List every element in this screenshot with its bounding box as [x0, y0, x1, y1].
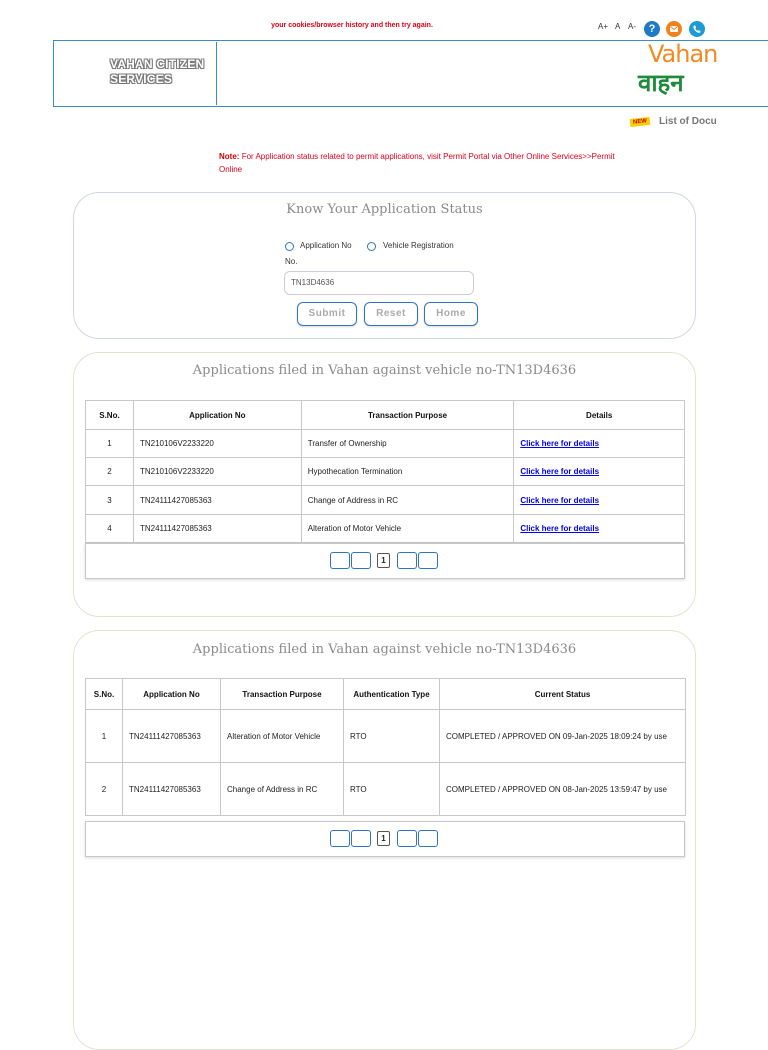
vahan-logo: Vahan [648, 40, 718, 68]
cell-application-no: TN210106V2233220 [133, 458, 301, 486]
first-page-button[interactable] [330, 552, 350, 569]
vehicle-number-input[interactable]: TN13D4636 [284, 271, 474, 295]
header-divider [216, 42, 217, 105]
cell-sno: 2 [86, 763, 123, 816]
col-authentication-type: Authentication Type [344, 679, 440, 710]
table-row [86, 763, 686, 816]
col-transaction-purpose: Transaction Purpose [221, 679, 344, 710]
table-row [86, 710, 686, 763]
cell-sno: 1 [86, 430, 134, 458]
applications-table-1 [85, 400, 685, 543]
cell-sno: 1 [86, 710, 123, 763]
details-link[interactable]: Click here for details [520, 467, 600, 476]
cell-purpose: Transfer of Ownership [301, 430, 514, 458]
col-transaction-purpose: Transaction Purpose [301, 401, 514, 430]
last-page-button[interactable] [418, 552, 438, 569]
applications-title-1: Applications filed in Vahan against vehicle no-TN13D4636 [192, 363, 577, 378]
table-row [86, 486, 685, 515]
col-sno: S.No. [86, 679, 123, 710]
table-row [86, 458, 685, 486]
cell-current-status: COMPLETED / APPROVED ON 09-Jan-2025 18:09:24 by use [440, 710, 686, 763]
next-page-button[interactable] [397, 830, 417, 847]
col-application-no: Application No [123, 679, 221, 710]
font-increase-button[interactable]: A+ [598, 22, 609, 31]
cell-application-no: TN210106V2233220 [133, 430, 301, 458]
cell-application-no: TN24111427085363 [123, 710, 221, 763]
site-title: VAHAN CITIZEN SERVICES [110, 57, 205, 86]
help-icon[interactable]: ? [644, 21, 660, 37]
prev-page-button[interactable] [351, 552, 371, 569]
details-link[interactable]: Click here for details [520, 495, 600, 505]
permit-note: Note: For Application status related to permit applications, visit Permit Portal via Other Online Services>>Permit Online [219, 152, 615, 174]
vehicle-registration-label: Vehicle Registration [383, 241, 454, 250]
list-of-documents-link[interactable]: List of Docu [659, 116, 717, 127]
home-button[interactable]: Home [424, 302, 478, 326]
reset-button[interactable]: Reset [364, 302, 418, 326]
next-page-button[interactable] [397, 552, 417, 569]
cell-purpose: Change of Address in RC [221, 763, 344, 816]
cell-current-status: COMPLETED / APPROVED ON 08-Jan-2025 13:59:47 by use [440, 763, 686, 816]
first-page-button[interactable] [330, 830, 350, 847]
col-current-status: Current Status [440, 679, 686, 710]
last-page-button[interactable] [418, 830, 438, 847]
application-no-radio[interactable] [285, 242, 294, 251]
page-number[interactable]: 1 [377, 831, 390, 846]
cell-purpose: Hypothecation Termination [301, 458, 514, 486]
cell-auth-type: RTO [344, 763, 440, 816]
font-normal-button[interactable]: A [615, 22, 621, 31]
browser-message: your cookies/browser history and then try again. [271, 22, 433, 29]
cell-auth-type: RTO [344, 710, 440, 763]
table-row [86, 430, 685, 458]
phone-icon[interactable] [689, 21, 705, 37]
applications-table-2 [85, 678, 686, 816]
details-link[interactable]: Click here for details [520, 524, 600, 533]
table-row [86, 515, 685, 543]
cell-sno: 4 [86, 515, 134, 543]
col-application-no: Application No [133, 401, 301, 430]
submit-button[interactable]: Submit [297, 302, 357, 326]
cell-purpose: Change of Address in RC [301, 486, 514, 515]
col-details: Details [514, 401, 685, 430]
vahan-logo-hindi: वाहन [638, 68, 684, 97]
new-badge: NEW [630, 117, 651, 127]
details-link[interactable]: Click here for details [520, 439, 600, 448]
mail-icon[interactable] [666, 21, 682, 37]
cell-sno: 2 [86, 458, 134, 486]
application-no-label: Application No [300, 241, 352, 250]
applications-title-2: Applications filed in Vahan against vehicle no-TN13D4636 [192, 642, 577, 657]
cell-purpose: Alteration of Motor Vehicle [301, 515, 514, 543]
cell-sno: 3 [86, 486, 134, 515]
vehicle-registration-label-cont: No. [285, 257, 298, 266]
cell-application-no: TN24111427085363 [133, 515, 301, 543]
cell-application-no: TN24111427085363 [133, 486, 301, 515]
font-decrease-button[interactable]: A- [628, 22, 636, 31]
status-form-title: Know Your Application Status [286, 202, 483, 217]
prev-page-button[interactable] [351, 830, 371, 847]
page-number[interactable]: 1 [377, 553, 390, 568]
col-sno: S.No. [86, 401, 134, 430]
cell-application-no: TN24111427085363 [123, 763, 221, 816]
vehicle-registration-radio[interactable] [367, 242, 376, 251]
cell-purpose: Alteration of Motor Vehicle [221, 710, 344, 763]
